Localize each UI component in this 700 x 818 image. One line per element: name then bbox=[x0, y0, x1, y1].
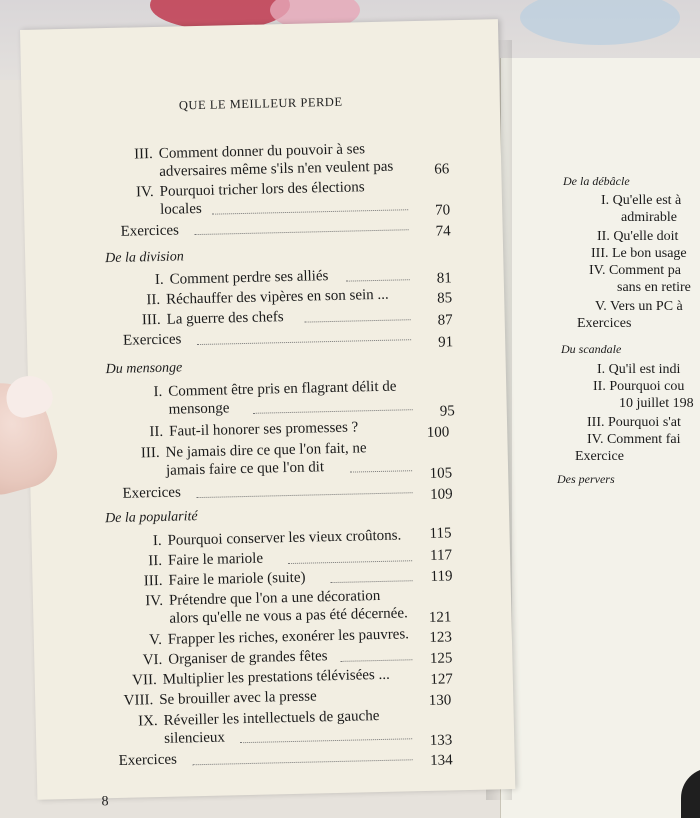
dot-leader bbox=[212, 209, 408, 214]
toc-entry-line bbox=[132, 378, 397, 402]
right-page bbox=[500, 58, 700, 818]
entry-number: I. bbox=[154, 271, 164, 289]
dot-leader bbox=[253, 409, 413, 414]
entry-number: IV. bbox=[135, 184, 154, 201]
right-line: Exercices bbox=[577, 316, 632, 331]
page-ref: 70 bbox=[435, 202, 451, 219]
right-line: II. Qu'elle doit bbox=[597, 229, 679, 244]
toc-entry-line bbox=[131, 526, 401, 550]
dot-leader bbox=[197, 339, 411, 345]
toc-entry-line bbox=[130, 308, 283, 329]
section-title: De la popularité bbox=[104, 509, 198, 527]
page-ref: 66 bbox=[434, 161, 450, 178]
toc-entry-line: Exercices bbox=[118, 751, 178, 769]
page-ref: 109 bbox=[429, 486, 453, 503]
toc-entry-line bbox=[134, 267, 329, 289]
right-section-title-1: De la débâcle bbox=[563, 174, 630, 188]
entry-text: Multiplier les prestations télévisées ... bbox=[162, 666, 390, 688]
page-ref: 127 bbox=[430, 671, 454, 688]
toc-entry-line: Exercices bbox=[122, 331, 182, 349]
right-line: sans en retire bbox=[617, 280, 691, 295]
entry-text: Réveiller les intellectuels de gauche bbox=[163, 708, 380, 729]
toc-entry-line bbox=[127, 666, 390, 690]
entry-number: II. bbox=[149, 423, 164, 441]
page-number: 8 bbox=[101, 794, 109, 810]
dot-leader bbox=[197, 492, 413, 498]
right-line: I. Qu'elle est à bbox=[601, 193, 682, 208]
section-title: De la division bbox=[105, 249, 184, 267]
page-ref: 121 bbox=[428, 609, 452, 626]
page-ref: 95 bbox=[439, 403, 455, 420]
entry-text: Frapper les riches, exonérer les pauvres. bbox=[167, 626, 410, 648]
right-line: V. Vers un PC à bbox=[595, 299, 683, 314]
entry-number: II. bbox=[148, 552, 163, 570]
entry-text: Se brouiller avec la presse bbox=[159, 688, 317, 709]
entry-text: Comment être pris en flagrant délit de bbox=[168, 378, 397, 400]
page-ref: 74 bbox=[435, 223, 451, 240]
toc-entry-line bbox=[124, 178, 365, 201]
page-ref: 115 bbox=[429, 525, 452, 542]
toc-entry-line bbox=[132, 625, 409, 649]
page-ref: 125 bbox=[429, 650, 453, 667]
right-line: II. Pourquoi cou bbox=[593, 379, 685, 394]
right-line: 10 juillet 198 bbox=[619, 396, 694, 411]
entry-number: IX. bbox=[137, 713, 158, 730]
page-ref: 87 bbox=[437, 312, 453, 329]
entry-number: VII. bbox=[132, 672, 157, 689]
section-title: Du mensonge bbox=[105, 360, 183, 378]
toc-entry-line bbox=[132, 569, 305, 591]
entry-text: Comment donner du pouvoir à ses bbox=[158, 141, 366, 162]
toc-entry-line: alors qu'elle ne vous a pas été décernée. bbox=[169, 605, 408, 627]
fabric-pattern-blue bbox=[520, 0, 680, 45]
right-line: Exercice bbox=[575, 449, 624, 464]
entry-number: VI. bbox=[142, 651, 163, 669]
right-line: III. Le bon usage bbox=[591, 246, 687, 261]
page-ref: 117 bbox=[429, 547, 453, 564]
toc-entry-line bbox=[132, 647, 328, 669]
entry-number: VIII. bbox=[123, 692, 154, 709]
right-line: III. Pourquoi s'at bbox=[587, 415, 681, 430]
entry-text: Réchauffer des vipères en son sein ... bbox=[165, 286, 389, 308]
dot-leader bbox=[240, 738, 412, 743]
phone-corner bbox=[681, 768, 700, 818]
entry-number: III. bbox=[143, 572, 163, 590]
toc-entry-line: locales bbox=[159, 200, 202, 218]
entry-text: Prétendre que l'on a une décoration bbox=[168, 587, 381, 609]
entry-number: V. bbox=[149, 631, 163, 649]
toc-entry-line: jamais faire ce que l'on dit bbox=[165, 459, 325, 479]
entry-number: II. bbox=[146, 291, 161, 309]
page-ref: 91 bbox=[438, 334, 454, 351]
dot-leader bbox=[288, 560, 412, 564]
page-ref: 119 bbox=[430, 568, 453, 585]
page-ref: 130 bbox=[428, 692, 452, 709]
entry-text: Faire le mariole bbox=[167, 550, 264, 569]
entry-text: Pourquoi conserver les vieux croûtons. bbox=[167, 527, 402, 549]
page-ref: 133 bbox=[429, 732, 453, 749]
toc-entry-line: adversaires même s'ils n'en veulent pas bbox=[159, 158, 394, 180]
entry-text: Comment perdre ses alliés bbox=[169, 268, 329, 288]
running-head: QUE LE MEILLEUR PERDE bbox=[178, 94, 343, 113]
dot-leader bbox=[195, 229, 409, 235]
page-ref: 100 bbox=[426, 424, 450, 441]
dot-leader bbox=[346, 279, 410, 281]
toc-entry-line bbox=[123, 687, 317, 709]
dot-leader bbox=[340, 659, 412, 662]
page-ref: 105 bbox=[429, 465, 453, 482]
entry-text: Faire le mariole (suite) bbox=[168, 569, 306, 589]
toc-entry-line: Exercices bbox=[122, 484, 182, 502]
entry-number: III. bbox=[140, 444, 160, 462]
entry-text: Pourquoi tricher lors des élections bbox=[159, 179, 365, 200]
entry-number: IV. bbox=[145, 592, 164, 610]
toc-entry-line: silencieux bbox=[163, 729, 226, 747]
dot-leader bbox=[350, 470, 412, 472]
right-section-title-3: Des pervers bbox=[557, 472, 615, 486]
left-page bbox=[20, 19, 515, 810]
entry-text: Faut-il honorer ses promesses ? bbox=[168, 419, 359, 440]
dot-leader bbox=[305, 319, 411, 322]
toc-entry-line: mensonge bbox=[168, 400, 230, 418]
right-line: IV. Comment fai bbox=[587, 432, 681, 447]
page-ref: 81 bbox=[436, 270, 452, 287]
toc-entry-line bbox=[130, 286, 389, 310]
entry-number: III. bbox=[133, 146, 154, 163]
dot-leader bbox=[193, 759, 413, 765]
entry-number: I. bbox=[153, 383, 163, 401]
toc-entry-line bbox=[128, 707, 380, 731]
toc-entry-line bbox=[132, 550, 263, 571]
entry-number: I. bbox=[152, 532, 162, 550]
right-line: IV. Comment pa bbox=[589, 263, 681, 278]
entry-text: Ne jamais dire ce que l'on fait, ne bbox=[165, 440, 367, 461]
page-ref: 123 bbox=[429, 629, 453, 646]
toc-entry-line bbox=[133, 418, 358, 441]
right-line: admirable bbox=[621, 210, 677, 225]
dot-leader bbox=[331, 580, 413, 583]
toc-entry-line: Exercices bbox=[120, 222, 180, 240]
entry-text: Organiser de grandes fêtes bbox=[168, 648, 328, 668]
page-ref: 85 bbox=[437, 290, 453, 307]
right-line: I. Qu'il est indi bbox=[597, 362, 681, 377]
entry-text: La guerre des chefs bbox=[166, 309, 284, 328]
right-section-title-2: Du scandale bbox=[561, 342, 622, 356]
page-ref: 134 bbox=[430, 752, 453, 769]
entry-number: III. bbox=[141, 311, 161, 329]
